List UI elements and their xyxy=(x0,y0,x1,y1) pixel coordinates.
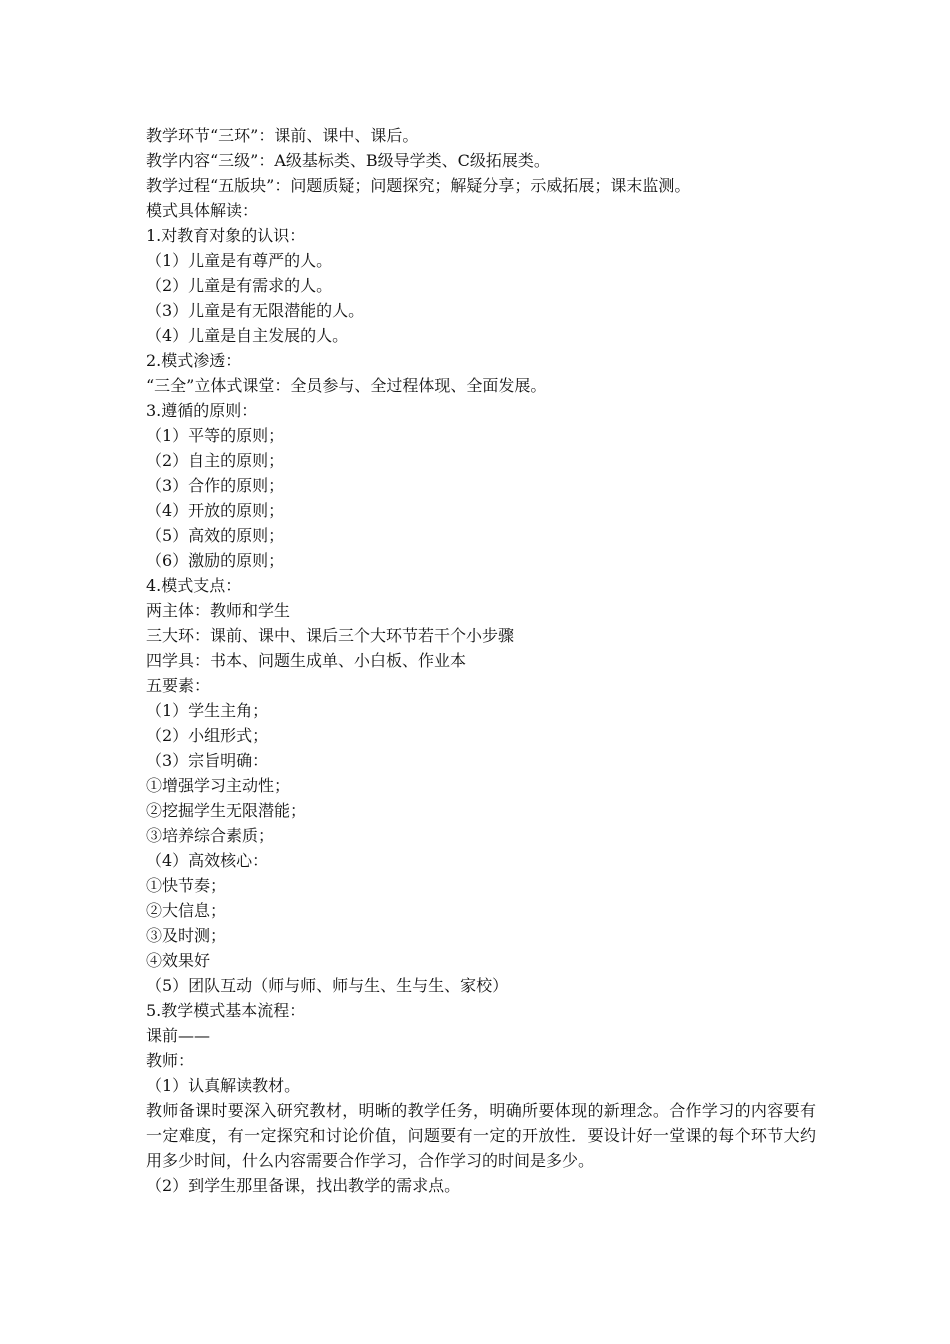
section-heading: 3.遵循的原则： xyxy=(146,401,258,420)
text-line: 两主体：教师和学生 xyxy=(146,601,291,620)
text-line: ①增强学习主动性； xyxy=(146,776,291,795)
text-line: 教学内容“三级”：A级基标类、B级导学类、C级拓展类。 xyxy=(146,151,550,170)
text-line: 五要素： xyxy=(146,676,211,695)
text-line: （4）开放的原则； xyxy=(146,501,285,520)
text-line: （2）小组形式； xyxy=(146,726,269,745)
text-line: 课前—— xyxy=(146,1026,211,1045)
section-heading: 1.对教育对象的认识： xyxy=(146,226,306,245)
section-heading: 4.模式支点： xyxy=(146,576,242,595)
text-line: （2）儿童是有需求的人。 xyxy=(146,276,333,295)
text-line: （1）认真解读教材。 xyxy=(146,1076,301,1095)
text-line: （2）到学生那里备课，找出教学的需求点。 xyxy=(146,1176,461,1195)
section-heading: 5.教学模式基本流程： xyxy=(146,1001,306,1020)
text-line: ④效果好 xyxy=(146,951,211,970)
text-line: 模式具体解读： xyxy=(146,201,259,220)
text-line: ③培养综合素质； xyxy=(146,826,275,845)
text-line: 教师： xyxy=(146,1051,195,1070)
text-line: （2）自主的原则； xyxy=(146,451,285,470)
text-line: 教学过程“五版块”：问题质疑；问题探究；解疑分享；示威拓展；课末监测。 xyxy=(146,176,691,195)
text-line: ②挖掘学生无限潜能； xyxy=(146,801,307,820)
text-line: （6）激励的原则； xyxy=(146,551,285,570)
text-line: ①快节奏； xyxy=(146,876,227,895)
text-line: 三大环：课前、课中、课后三个大环节若干个小步骤 xyxy=(146,626,515,645)
text-line: （3）宗旨明确： xyxy=(146,751,269,770)
text-line: （1）儿童是有尊严的人。 xyxy=(146,251,333,270)
text-line: 四学具：书本、问题生成单、小白板、作业本 xyxy=(146,651,467,670)
text-line: 教学环节“三环”：课前、课中、课后。 xyxy=(146,126,419,145)
text-line: （4）高效核心： xyxy=(146,851,269,870)
text-line: ②大信息； xyxy=(146,901,227,920)
text-line: （5）团队互动（师与师、师与生、生与生、家校） xyxy=(146,976,509,995)
text-line: （1）平等的原则； xyxy=(146,426,285,445)
section-heading: 2.模式渗透： xyxy=(146,351,242,370)
text-line: ③及时测； xyxy=(146,926,227,945)
text-line: “三全”立体式课堂：全员参与、全过程体现、全面发展。 xyxy=(146,376,547,395)
document-body xyxy=(146,123,816,1198)
text-line: （5）高效的原则； xyxy=(146,526,285,545)
text-line: （3）儿童是有无限潜能的人。 xyxy=(146,301,365,320)
text-line: （3）合作的原则； xyxy=(146,476,285,495)
text-line: （4）儿童是自主发展的人。 xyxy=(146,326,349,345)
body-paragraph: 教师备课时要深入研究教材，明晰的教学任务，明确所要体现的新理念。合作学习的内容要有一定难度，有一定探究和讨论价值，问题要有一定的开放性．要设计好一堂课的每个环节大约用多少时间，什么内容需要合作学习，合作学习的时间是多少。 xyxy=(146,1101,816,1170)
text-line: （1）学生主角； xyxy=(146,701,269,720)
